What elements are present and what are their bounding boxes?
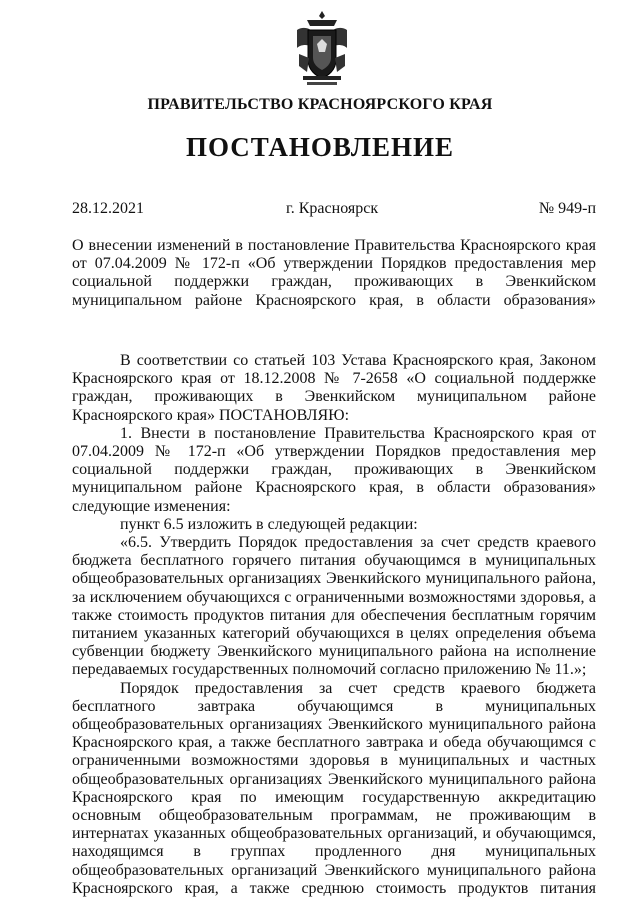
body-paragraph: пункт 6.5 изложить в следующей редакции: [120,515,418,533]
document-number: № 949-п [538,200,596,217]
body-paragraph: Порядок предоставления за счет средств краевого бюджета бесплатного завтрака обучающимся в муниципальных общеобразовательных организациях Эвенкийского муниципального района Красноярского края, а также бесплатного завтрака и обеда обучающимся с ограниченными возможностями здоровья в муниципальных и частных общеобразовательных организациях Эвенкийского муниципального района Красноярского края по имеющим государственную аккредитацию основным общеобразовательным программам, не проживающим в интернатах указанных общеобразовательных организаций, и обучающимся, находящимся в группах продленного дня муниципальных общеобразовательных организаций Эвенкийского муниципального района Красноярского края, а также среднюю стоимость продуктов питания [72,679,596,897]
document-city: г. Красноярск [286,200,379,217]
document-date: 28.12.2021 [72,200,144,217]
body-paragraph: 1. Внести в постановление Правительства Красноярского края от 07.04.2009 № 172-п «Об утверждении Порядков предоставления мер социальной поддержки граждан, проживающих в Эвенкийском муниципальном районе Красноярского края, в области образования» следующие изменения: [72,424,596,515]
coat-of-arms-emblem [293,8,351,88]
document-body [72,352,596,898]
document-subject [72,237,596,310]
body-paragraph: В соответствии со статьей 103 Устава Красноярского края, Законом Красноярского края от 18.12.2008 № 7-2658 «О социальной поддержке граждан, проживающих в Эвенкийском муниципальном районе Красноярского края» ПОСТАНОВЛЯЮ: [72,352,596,424]
subject-text: О внесении изменений в постановление Правительства Красноярского края от 07.04.2009 № 172-п «Об утверждении Порядков предоставления мер социальной поддержки граждан, проживающих в Эвенкийском муниципальном районе Красноярского края, в области образования» [72,237,596,309]
document-meta-row [72,200,596,222]
document-type-title: ПОСТАНОВЛЕНИЕ [185,132,455,162]
government-name: ПРАВИТЕЛЬСТВО КРАСНОЯРСКОГО КРАЯ [147,96,493,113]
body-paragraph: «6.5. Утвердить Порядок предоставления за счет средств краевого бюджета бесплатного горячего питания обучающимся в муниципальных общеобразовательных организациях Эвенкийского муниципального района, за исключением обучающихся с ограниченными возможностями здоровья, а также стоимость продуктов питания для обеспечения бесплатным горячим питанием указанных категорий обучающихся в целях определения объема субвенции бюджету Эвенкийского муниципального района на исполнение передаваемых государственных полномочий согласно приложению № 11.»; [72,534,596,679]
